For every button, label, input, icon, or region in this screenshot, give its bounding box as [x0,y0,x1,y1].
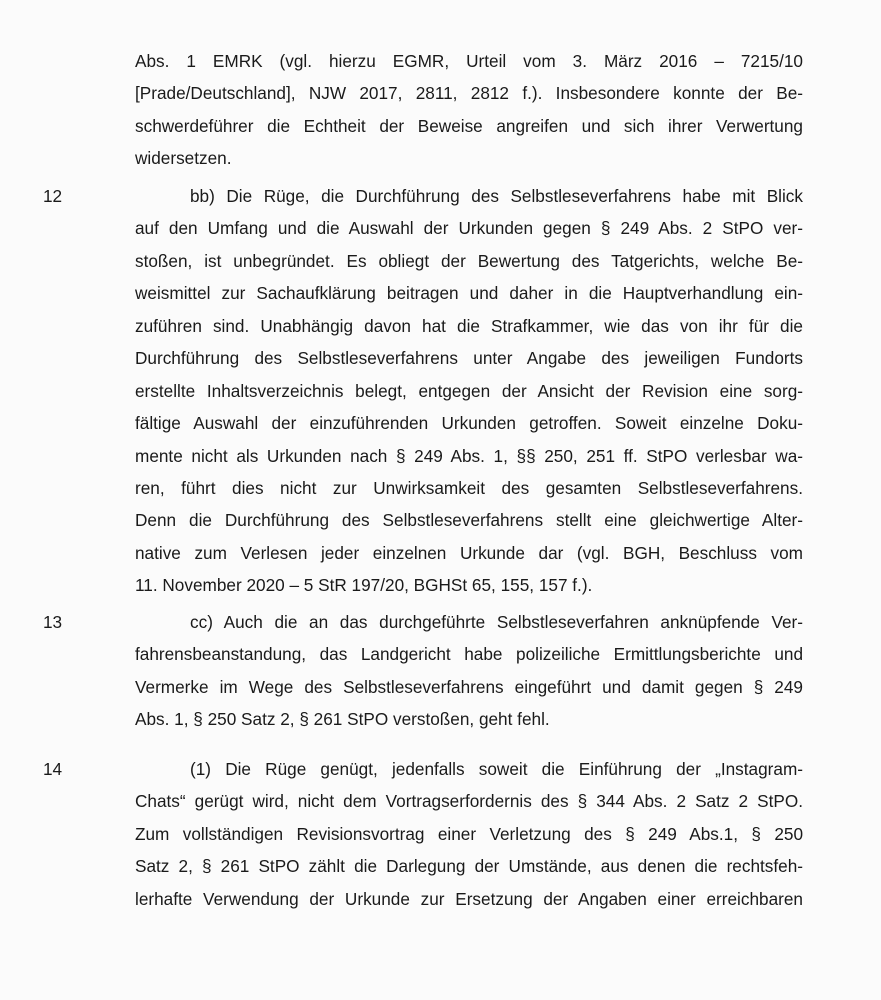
margin-number: 12 [43,186,63,206]
text-line: bb) Die Rüge, die Durchführung des Selbstleseverfahrens habe mit Blick [190,186,803,206]
paragraph-12 [135,180,803,602]
paragraph-14 [135,753,803,915]
text-line: [Prade/Deutschland], NJW 2017, 2811, 2812 f.). Insbesondere konnte der Be- [135,83,803,104]
text-line: lerhafte Verwendung der Urkunde zur Ersetzung der Angaben einer erreichbaren [135,888,803,909]
text-line: cc) Auch die an das durchgeführte Selbstleseverfahren anknüpfende Ver- [190,612,803,632]
margin-number: 13 [43,612,63,632]
text-line: Abs. 1 EMRK (vgl. hierzu EGMR, Urteil vom 3. März 2016 – 7215/10 [135,51,803,71]
text-line: Chats“ gerügt wird, nicht dem Vortragserfordernis des § 344 Abs. 2 Satz 2 StPO. [135,791,803,812]
text-line: zuführen sind. Unabhängig davon hat die Strafkammer, wie das von ihr für die [135,315,803,336]
text-line: stoßen, ist unbegründet. Es obliegt der Bewertung des Tatgerichts, welche Be- [135,250,803,271]
text-line: fältige Auswahl der einzuführenden Urkunden getroffen. Soweit einzelne Doku- [135,413,803,434]
text-line: widersetzen. [135,148,232,169]
text-line: Satz 2, § 261 StPO zählt die Darlegung der Umstände, aus denen die rechtsfeh- [135,856,803,877]
text-line: native zum Verlesen jeder einzelnen Urkunde dar (vgl. BGH, Beschluss vom [135,542,803,563]
text-line: Vermerke im Wege des Selbstleseverfahrens eingeführt und damit gegen § 249 [135,676,803,697]
text-line: auf den Umfang und die Auswahl der Urkunden gegen § 249 Abs. 2 StPO ver- [135,218,803,239]
text-line: ren, führt dies nicht zur Unwirksamkeit des gesamten Selbstleseverfahrens. [135,477,803,498]
text-line: Zum vollständigen Revisionsvortrag einer Verletzung des § 249 Abs.1, § 250 [135,823,803,844]
text-line: Durchführung des Selbstleseverfahrens unter Angabe des jeweiligen Fundorts [135,348,803,369]
text-line: (1) Die Rüge genügt, jedenfalls soweit die Einführung der „Instagram- [190,759,803,779]
text-line: Abs. 1, § 250 Satz 2, § 261 StPO verstoßen, geht fehl. [135,709,550,730]
paragraph-continuation [135,45,803,175]
text-line: 11. November 2020 – 5 StR 197/20, BGHSt 65, 155, 157 f.). [135,575,593,596]
text-line: mente nicht als Urkunden nach § 249 Abs. 1, §§ 250, 251 ff. StPO verlesbar wa- [135,445,803,466]
text-line: fahrensbeanstandung, das Landgericht habe polizeiliche Ermittlungsberichte und [135,644,803,665]
paragraph-13 [135,606,803,736]
text-line: schwerdeführer die Echtheit der Beweise angreifen und sich ihrer Verwertung [135,115,803,136]
text-line: Denn die Durchführung des Selbstleseverfahrens stellt eine gleichwertige Alter- [135,510,803,531]
text-line: erstellte Inhaltsverzeichnis belegt, entgegen der Ansicht der Revision eine sorg- [135,380,803,401]
margin-number: 14 [43,759,63,779]
text-line: weismittel zur Sachaufklärung beitragen und daher in die Hauptverhandlung ein- [135,283,803,304]
